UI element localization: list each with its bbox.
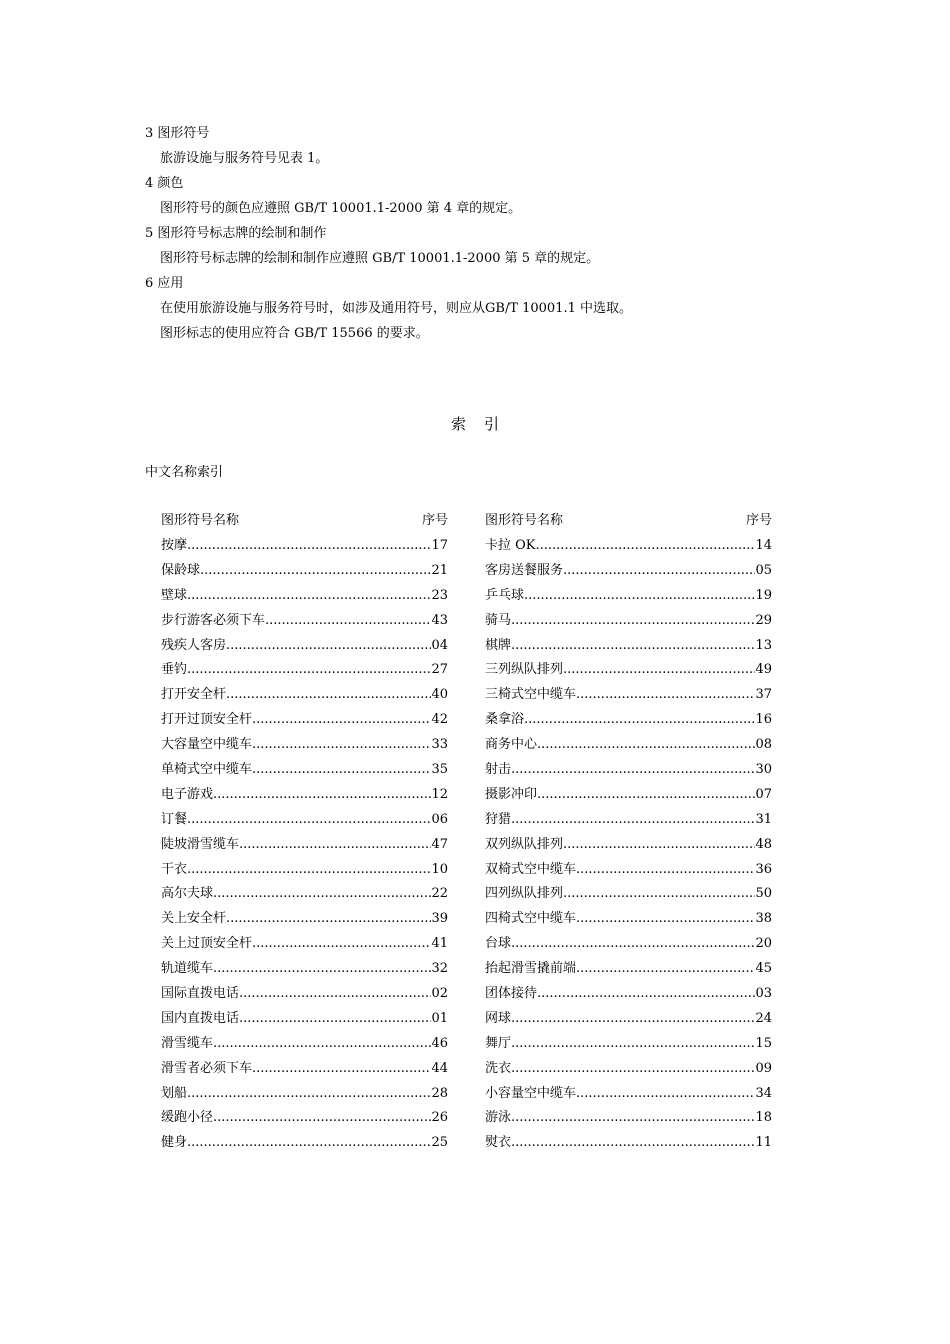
index-entry: [485, 612, 772, 637]
entry-number: 20: [755, 936, 772, 952]
index-entry: [485, 861, 772, 886]
index-column-left: [161, 512, 448, 1159]
entry-number: 34: [755, 1085, 772, 1101]
index-entry: [485, 885, 772, 910]
entry-number: 35: [431, 762, 448, 778]
leader-dots: [511, 811, 755, 829]
index-entry: [485, 836, 772, 861]
leader-dots: [187, 587, 431, 605]
entry-name: 陡坡滑雪缆车: [161, 836, 240, 852]
leader-dots: [213, 1035, 431, 1053]
entry-number: 40: [431, 687, 448, 703]
entry-name: 高尔夫球: [161, 886, 214, 902]
leader-dots: [187, 1085, 431, 1103]
entry-name: 壁球: [161, 587, 188, 603]
entry-number: 08: [755, 737, 772, 753]
index-entry: [485, 985, 772, 1010]
leader-dots: [226, 686, 431, 704]
index-entry: [161, 761, 448, 786]
leader-dots: [226, 910, 431, 928]
leader-dots: [536, 537, 756, 555]
index-column-header: [161, 512, 448, 537]
leader-dots: [213, 960, 431, 978]
index-entry: [161, 587, 448, 612]
section-6-text-1: 在使用旅游设施与服务符号时，如涉及通用符号，则应从GB/T 10001.1 中选取。: [160, 301, 633, 316]
index-entry: [161, 1109, 448, 1134]
index-column-header: [485, 512, 772, 537]
entry-number: 03: [755, 986, 772, 1002]
entry-number: 43: [431, 612, 448, 628]
leader-dots: [576, 1085, 755, 1103]
index-entry: [161, 1010, 448, 1035]
leader-dots: [511, 612, 755, 630]
leader-dots: [252, 935, 431, 953]
entry-name: 卡拉 OK: [485, 538, 536, 553]
entry-number: 37: [755, 687, 772, 703]
entry-number: 50: [755, 886, 772, 902]
index-entry: [485, 761, 772, 786]
entry-number: 13: [755, 637, 772, 653]
entry-name: 单椅式空中缆车: [161, 762, 253, 778]
entry-name: 狩猎: [485, 811, 512, 827]
index-entry: [161, 1035, 448, 1060]
index-entry: [485, 1109, 772, 1134]
index-entry: [161, 661, 448, 686]
entry-number: 49: [755, 662, 772, 678]
index-entry: [161, 985, 448, 1010]
entry-number: 10: [431, 861, 448, 877]
entry-number: 31: [755, 811, 772, 827]
index-entry: [485, 537, 772, 562]
leader-dots: [213, 786, 431, 804]
index-entry: [485, 786, 772, 811]
leader-dots: [563, 836, 755, 854]
entry-name: 缓跑小径: [161, 1110, 214, 1126]
section-4-heading: 4 颜色: [145, 176, 184, 191]
entry-name: 三列纵队排列: [485, 662, 564, 678]
leader-dots: [252, 711, 431, 729]
index-entry: [485, 811, 772, 836]
index-column-right: [485, 512, 772, 1159]
index-entry: [485, 960, 772, 985]
entry-number: 30: [755, 762, 772, 778]
entry-number: 25: [431, 1135, 448, 1151]
entry-name: 按摩: [161, 538, 188, 553]
leader-dots: [511, 935, 755, 953]
leader-dots: [187, 537, 431, 555]
index-entry: [485, 1134, 772, 1159]
index-entry: [161, 686, 448, 711]
leader-dots: [187, 811, 431, 829]
index-entry: [485, 935, 772, 960]
leader-dots: [563, 661, 755, 679]
entry-name: 垂钓: [161, 662, 188, 678]
entry-number: 12: [431, 786, 448, 802]
index-entry: [485, 711, 772, 736]
entry-name: 保龄球: [161, 562, 201, 578]
entry-name: 洗衣: [485, 1060, 512, 1076]
index-entry: [485, 1035, 772, 1060]
index-subtitle: 中文名称索引: [145, 465, 224, 480]
entry-name: 抬起滑雪撬前端: [485, 961, 577, 977]
index-title: 索引: [450, 415, 517, 433]
entry-number: 27: [431, 662, 448, 678]
leader-dots: [265, 612, 431, 630]
entry-name: 团体接待: [485, 986, 538, 1002]
leader-dots: [576, 960, 755, 978]
entry-number: 07: [755, 786, 772, 802]
index-entry: [485, 686, 772, 711]
entry-number: 28: [431, 1085, 448, 1101]
leader-dots: [524, 711, 755, 729]
entry-number: 24: [755, 1010, 772, 1026]
entry-number: 32: [431, 961, 448, 977]
leader-dots: [213, 885, 431, 903]
entry-number: 29: [755, 612, 772, 628]
entry-number: 42: [431, 712, 448, 728]
leader-dots: [511, 637, 755, 655]
entry-name: 乒乓球: [485, 587, 525, 603]
leader-dots: [200, 562, 431, 580]
entry-name: 四列纵队排列: [485, 886, 564, 902]
leader-dots: [511, 1060, 755, 1078]
section-3-text: 旅游设施与服务符号见表 1。: [160, 151, 329, 166]
leader-dots: [576, 861, 755, 879]
leader-dots: [511, 1109, 755, 1127]
section-6-text-2: 图形标志的使用应符合 GB/T 15566 的要求。: [160, 326, 429, 341]
index-entry: [161, 612, 448, 637]
entry-number: 22: [431, 886, 448, 902]
number-header: 序号: [421, 513, 448, 528]
index-entry: [161, 861, 448, 886]
leader-dots: [252, 1060, 431, 1078]
entry-number: 04: [431, 637, 448, 653]
index-entry: [485, 1060, 772, 1085]
entry-number: 14: [755, 538, 772, 553]
entry-name: 滑雪缆车: [161, 1035, 214, 1051]
index-entry: [485, 587, 772, 612]
entry-name: 残疾人客房: [161, 637, 227, 653]
entry-name: 四椅式空中缆车: [485, 911, 577, 927]
entry-number: 41: [431, 936, 448, 952]
entry-number: 38: [755, 911, 772, 927]
entry-number: 46: [431, 1035, 448, 1051]
leader-dots: [563, 562, 755, 580]
index-entry: [161, 562, 448, 587]
entry-name: 小容量空中缆车: [485, 1085, 577, 1101]
entry-name: 大容量空中缆车: [161, 737, 253, 753]
leader-dots: [576, 686, 755, 704]
section-5-text: 图形符号标志牌的绘制和制作应遵照 GB/T 10001.1-2000 第 5 章的规定。: [160, 251, 600, 266]
leader-dots: [187, 861, 431, 879]
index-entry: [161, 811, 448, 836]
entry-name: 打开过顶安全杆: [161, 712, 253, 728]
index-entry: [161, 637, 448, 662]
entry-number: 33: [431, 737, 448, 753]
entry-number: 47: [431, 836, 448, 852]
entry-number: 19: [755, 587, 772, 603]
name-header: 图形符号名称: [161, 513, 240, 528]
section-5-heading: 5 图形符号标志牌的绘制和制作: [145, 226, 327, 241]
entry-name: 电子游戏: [161, 786, 214, 802]
leader-dots: [524, 587, 755, 605]
index-entry: [485, 637, 772, 662]
entry-number: 09: [755, 1060, 772, 1076]
entry-name: 舞厅: [485, 1035, 512, 1051]
entry-name: 双列纵队排列: [485, 836, 564, 852]
index-entry: [485, 1085, 772, 1110]
leader-dots: [537, 985, 755, 1003]
index-entry: [485, 736, 772, 761]
leader-dots: [511, 761, 755, 779]
index-entry: [161, 910, 448, 935]
index-entry: [161, 736, 448, 761]
entry-name: 客房送餐服务: [485, 562, 564, 578]
entry-name: 游泳: [485, 1110, 512, 1126]
entry-name: 射击: [485, 762, 512, 778]
entry-name: 关上安全杆: [161, 911, 227, 927]
entry-number: 39: [431, 911, 448, 927]
entry-name: 打开安全杆: [161, 687, 227, 703]
index-entry: [161, 786, 448, 811]
entry-name: 熨衣: [485, 1135, 512, 1151]
entry-number: 17: [431, 538, 448, 553]
entry-name: 网球: [485, 1010, 512, 1026]
entry-number: 26: [431, 1110, 448, 1126]
section-6-heading: 6 应用: [145, 276, 184, 291]
entry-name: 骑马: [485, 612, 512, 628]
entry-number: 48: [755, 836, 772, 852]
leader-dots: [576, 910, 755, 928]
entry-name: 步行游客必须下车: [161, 612, 266, 628]
index-entry: [161, 836, 448, 861]
entry-number: 15: [755, 1035, 772, 1051]
leader-dots: [239, 1010, 431, 1028]
index-entry: [161, 1134, 448, 1159]
index-entry: [161, 935, 448, 960]
leader-dots: [239, 836, 431, 854]
entry-number: 16: [755, 712, 772, 728]
leader-dots: [226, 637, 431, 655]
entry-name: 台球: [485, 936, 512, 952]
leader-dots: [537, 736, 755, 754]
leader-dots: [239, 985, 431, 1003]
leader-dots: [511, 1134, 755, 1152]
entry-name: 轨道缆车: [161, 961, 214, 977]
leader-dots: [213, 1109, 431, 1127]
entry-number: 21: [431, 562, 448, 578]
name-header: 图形符号名称: [485, 513, 564, 528]
leader-dots: [187, 1134, 431, 1152]
leader-dots: [187, 661, 431, 679]
index-entry: [485, 661, 772, 686]
index-entry: [161, 1085, 448, 1110]
entry-number: 01: [431, 1010, 448, 1026]
entry-number: 05: [755, 562, 772, 578]
section-4-text: 图形符号的颜色应遵照 GB/T 10001.1-2000 第 4 章的规定。: [160, 201, 522, 216]
index-entry: [485, 1010, 772, 1035]
index-entry: [161, 885, 448, 910]
entry-name: 商务中心: [485, 737, 538, 753]
leader-dots: [537, 786, 755, 804]
entry-number: 45: [755, 961, 772, 977]
number-header: 序号: [745, 513, 772, 528]
index-entry: [485, 562, 772, 587]
entry-name: 三椅式空中缆车: [485, 687, 577, 703]
entry-number: 18: [755, 1110, 772, 1126]
leader-dots: [563, 885, 755, 903]
index-entry: [161, 1060, 448, 1085]
leader-dots: [252, 736, 431, 754]
entry-number: 02: [431, 986, 448, 1002]
entry-name: 干衣: [161, 861, 188, 877]
entry-number: 23: [431, 587, 448, 603]
index-entry: [485, 910, 772, 935]
entry-name: 棋牌: [485, 637, 512, 653]
entry-name: 关上过顶安全杆: [161, 936, 253, 952]
entry-number: 36: [755, 861, 772, 877]
entry-name: 桑拿浴: [485, 712, 525, 728]
entry-name: 健身: [161, 1135, 188, 1151]
entry-number: 06: [431, 811, 448, 827]
entry-name: 国际直拨电话: [161, 986, 240, 1002]
leader-dots: [252, 761, 431, 779]
entry-name: 滑雪者必须下车: [161, 1060, 253, 1076]
entry-number: 44: [431, 1060, 448, 1076]
section-3-heading: 3 图形符号: [145, 126, 210, 141]
entry-name: 订餐: [161, 811, 188, 827]
entry-name: 双椅式空中缆车: [485, 861, 577, 877]
leader-dots: [511, 1010, 755, 1028]
entry-name: 国内直拨电话: [161, 1010, 240, 1026]
index-entry: [161, 537, 448, 562]
leader-dots: [511, 1035, 755, 1053]
entry-name: 划船: [161, 1085, 188, 1101]
index-entry: [161, 711, 448, 736]
index-entry: [161, 960, 448, 985]
entry-number: 11: [755, 1135, 772, 1151]
entry-name: 摄影冲印: [485, 786, 538, 802]
